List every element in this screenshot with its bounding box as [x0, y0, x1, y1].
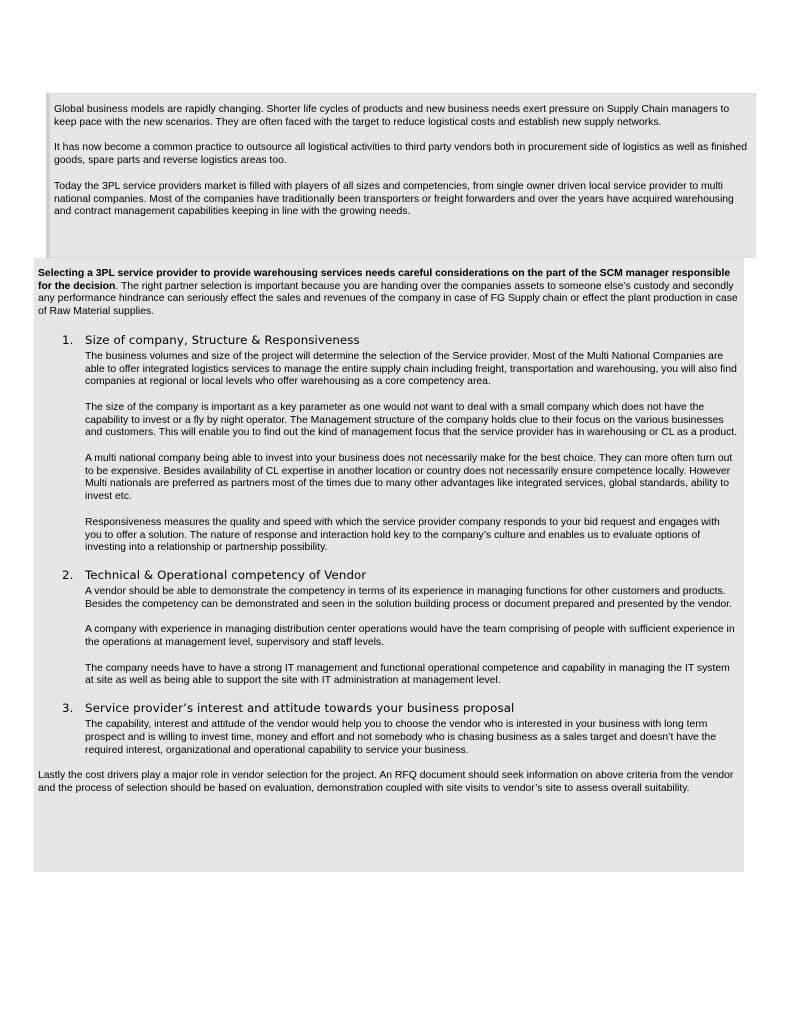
section-1-number: 1.	[62, 332, 74, 347]
section-1-paragraph: The size of the company is important as a key parameter as one would not want to deal with a small company which does not have the capability to invest or a fly by night operator. The Management structure of the company holds clue to their focus on the various businesses and customers. This will enable you to find out the kind of management focus that the service provider has in warehousing or CL as a product.	[85, 401, 738, 439]
section-1-heading	[62, 333, 738, 348]
main-box	[34, 258, 744, 872]
section-3-title: Service provider’s interest and attitude towards your business proposal	[85, 701, 515, 716]
section-2-paragraph: The company needs have to have a strong IT management and functional operational competence and capability in managing the IT system at site as well as being able to support the site with IT administration at management level.	[85, 662, 730, 687]
intro-box	[46, 93, 756, 258]
intro-paragraph-3: Today the 3PL service providers market is filled with players of all sizes and competencies, from single owner driven local service provider to multi national companies. Most of the companies have traditionally been transporters or freight forwarders and over the years have acquired warehousing and contract management capabilities keeping in line with the growing needs.	[54, 180, 734, 218]
section-3	[38, 701, 738, 757]
selection-intro	[38, 268, 738, 319]
section-3-number: 3.	[62, 701, 74, 716]
section-2-title: Technical & Operational competency of Vendor	[85, 567, 367, 582]
section-2-number: 2.	[62, 567, 74, 582]
section-1-paragraph: Responsiveness measures the quality and speed with which the service provider company responds to your bid request and engages with you to offer a solution. The nature of response and interaction hold key to the company’s culture and enables us to evaluate options of investing into a relationship or partnership possibility.	[85, 516, 720, 554]
section-1-paragraph: The business volumes and size of the project will determine the selection of the Service provider. Most of the Multi National Companies are able to offer integrated logistics services to manage the entire supply chain including freight, transportation and warehousing, you will also find companies at regional or local levels who offer warehousing as a core competency area.	[85, 350, 737, 388]
main-box-content	[38, 268, 738, 796]
section-1-body	[85, 351, 739, 555]
section-1-paragraph: A multi national company being able to invest into your business does not necessarily make for the best choice. They can more often turn out to be expensive. Besides availability of CL expertise in another location or country does not necessarily ensure competence locally. However Multi nationals are preferred as partners most of the times due to many other advantages like integrated services, global standards, ability to invest etc.	[85, 453, 733, 503]
section-1-title: Size of company, Structure & Responsiveness	[85, 332, 360, 347]
selection-intro-bold: Selecting a 3PL service provider to provide warehousing services needs careful considerations on the part of the SCM manager responsible for the decision	[38, 268, 731, 292]
section-3-paragraph: The capability, interest and attitude of the vendor would help you to choose the vendor who is interested in your business with long term prospect and is willing to invest time, money and effort and not somebody who is chasing business as a sales target and doesn’t have the required interest, organizational and operational capability to service your business.	[85, 719, 717, 756]
section-2	[38, 568, 738, 688]
intro-box-content	[54, 104, 748, 219]
closing-paragraph: Lastly the cost drivers play a major role in vendor selection for the project. An RFQ document should seek information on above criteria from the vendor and the process of selection should be based on evaluation, demonstration coupled with site visits to vendor’s site to assess overall suitability.	[38, 770, 734, 794]
section-2-paragraph: A company with experience in managing distribution center operations would have the team comprising of people with sufficient experience in the operations at management level, supervisory and staff levels.	[85, 624, 735, 649]
section-2-heading	[62, 568, 738, 583]
intro-paragraph-1: Global business models are rapidly changing. Shorter life cycles of products and new business needs exert pressure on Supply Chain managers to keep pace with the new scenarios. They are often faced with the target to reduce logistical costs and establish new supply networks.	[54, 104, 730, 128]
section-3-heading	[62, 701, 738, 716]
section-2-paragraph: A vendor should be able to demonstrate the competency in terms of its experience in managing functions for other customers and products. Besides the competency can be demonstrated and seen in the solution building process or document prepared and presented by the vendor.	[85, 585, 732, 610]
intro-paragraph-2: It has now become a common practice to outsource all logistical activities to third party vendors both in procurement side of logistics as well as finished goods, spare parts and reverse logistics areas too.	[54, 142, 748, 167]
intro-box-border	[46, 93, 50, 258]
section-1	[38, 333, 738, 555]
section-2-body	[85, 586, 739, 688]
selection-intro-rest: . The right partner selection is important because you are handing over the companies assets to someone else’s custody and secondly any performance hindrance can seriously effect the sales and revenues of the company in case of FG Supply chain or effect the plant production in case of Raw Material supplies.	[38, 280, 738, 318]
section-3-body	[85, 719, 739, 757]
